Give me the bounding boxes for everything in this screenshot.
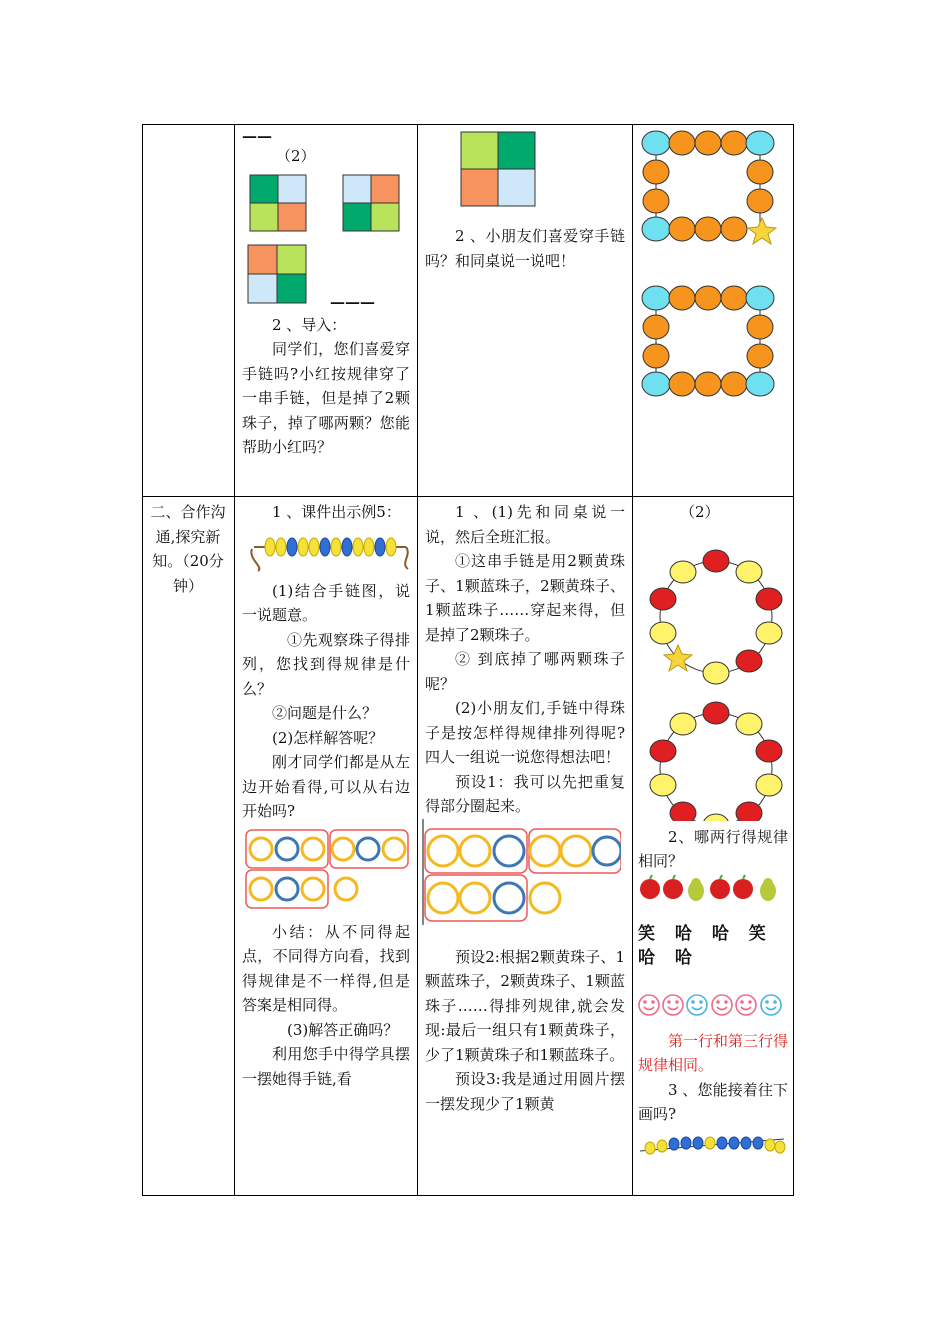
discuss-1: 1 、(1)先和同桌说一说，然后全班汇报。 (425, 503, 625, 546)
preset-3: 预设3:我是通过用圆片摆一摆发现少了1颗黄 (425, 1070, 625, 1113)
table-row-divider (142, 496, 794, 497)
table-divider-1 (234, 124, 235, 1196)
smiley-row (638, 991, 788, 1019)
intro-title: 2 、导入： (272, 315, 347, 334)
discuss-1a: ①这串手链是用2颗黄珠子、1颗蓝珠子，2颗黄珠子、1颗蓝珠子……穿起来得，但是掉了2颗珠子。 (425, 552, 625, 644)
row1-col2 (425, 124, 625, 273)
preset-2: 预设2:根据2颗黄珠子、1颗蓝珠子，2颗黄珠子、1颗蓝珠子……得排列规律,就会发现:最后一组只有1颗黄珠子，少了1颗黄珠子和1颗蓝珠子。 (425, 947, 625, 1064)
smiley-icon (639, 995, 659, 1015)
q1a: ①先观察珠子得排列，您找到得规律是什么？ (242, 630, 410, 698)
round-bead-bracelets (638, 525, 788, 821)
grouped-rings-diagram-1 (242, 824, 410, 912)
q1: (1)结合手链图，说一说题意。 (242, 581, 410, 624)
table-border-bottom (142, 1195, 794, 1196)
q2-followup: 刚才同学们都是从左边开始看得,可以从右边开始吗? (242, 753, 410, 820)
discuss-1b: ② 到底掉了哪两颗珠子呢？ (425, 650, 625, 693)
label-2b: （2） (680, 503, 720, 521)
apple-icon (710, 875, 730, 899)
pattern-square-1 (250, 175, 306, 231)
row2-col1 (242, 500, 410, 1091)
top-dash: —— (242, 127, 272, 145)
discuss-2: (2)小朋友们,手链中得珠子是按怎样得规律排列得呢?四人一组说一说您得想法吧！ (425, 699, 625, 766)
q3: (3)解答正确吗？ (287, 1020, 399, 1039)
smiley-icon (687, 995, 707, 1015)
q1b: ②问题是什么？ (272, 704, 378, 722)
laugh-row: 笑 哈 哈 笑 哈 哈 (638, 923, 773, 968)
round-bracelet-2 (650, 702, 782, 821)
answer: 第一行和第三行得规律相同。 (638, 1031, 789, 1074)
pattern-square-2 (343, 175, 399, 231)
bead-chain-small (638, 1127, 788, 1157)
pear-icon (688, 878, 704, 901)
row2-col0 (148, 500, 228, 598)
row2-col3 (638, 500, 788, 1157)
q-which-rows: 2、哪两行得规律相同？ (638, 827, 788, 870)
apple-icon (640, 875, 660, 899)
smiley-icon (761, 995, 781, 1015)
table-border-right (793, 124, 794, 1196)
apple-icon (663, 875, 683, 899)
pear-icon (760, 878, 776, 901)
intro-text: 同学们，您们喜爱穿手链吗?小红按规律穿了一串手链，但是掉了2颗珠子，掉了哪两颗？您能帮助小红吗？ (242, 340, 410, 456)
hands-on: 利用您手中得学具摆一摆她得手链,看 (242, 1045, 410, 1088)
star-icon (664, 645, 692, 671)
square-bracelet-2 (642, 286, 774, 396)
q2: (2)怎样解答呢？ (272, 728, 384, 747)
smiley-icon (736, 995, 756, 1015)
row2-col2 (425, 500, 625, 1116)
preset-1: 预设1：我可以先把重复得部分圈起来。 (425, 772, 625, 815)
row1-col1 (242, 128, 410, 460)
example-title: 1 、课件出示例5： (272, 503, 401, 521)
smiley-icon (712, 995, 732, 1015)
section-title: 二、合作沟通,探究新知。（20分钟） (150, 503, 226, 595)
bracelet-question: 2 、小朋友们喜爱穿手链吗？和同桌说一说吧！ (425, 227, 625, 270)
apple-icon (733, 875, 753, 899)
smiley-icon (663, 995, 683, 1015)
square-bracelet-1 (642, 131, 776, 244)
table-border-left (142, 124, 143, 1196)
table-divider-3 (632, 124, 633, 1196)
bead-chain-image (242, 525, 410, 573)
color-square-pattern-4 (425, 124, 625, 208)
blank-dash: ——— (330, 293, 375, 311)
color-square-patterns (242, 169, 410, 305)
grouped-rings-diagram-2 (421, 819, 621, 927)
lesson-table (142, 124, 794, 1196)
square-bead-bracelets (638, 128, 788, 398)
beads (265, 538, 396, 556)
label-2: （2） (276, 147, 316, 165)
table-divider-2 (417, 124, 418, 1196)
summary: 小结：从不同得起点，不同得方向看，找到得规律是不一样得,但是答案是相同得。 (242, 922, 410, 1014)
pattern-square-3 (248, 245, 306, 303)
row1-col3 (638, 128, 788, 398)
round-bracelet-1 (650, 550, 782, 684)
fruit-row (638, 874, 788, 904)
q-continue: 3 、您能接着往下画吗? (638, 1080, 788, 1123)
star-icon (748, 218, 776, 244)
